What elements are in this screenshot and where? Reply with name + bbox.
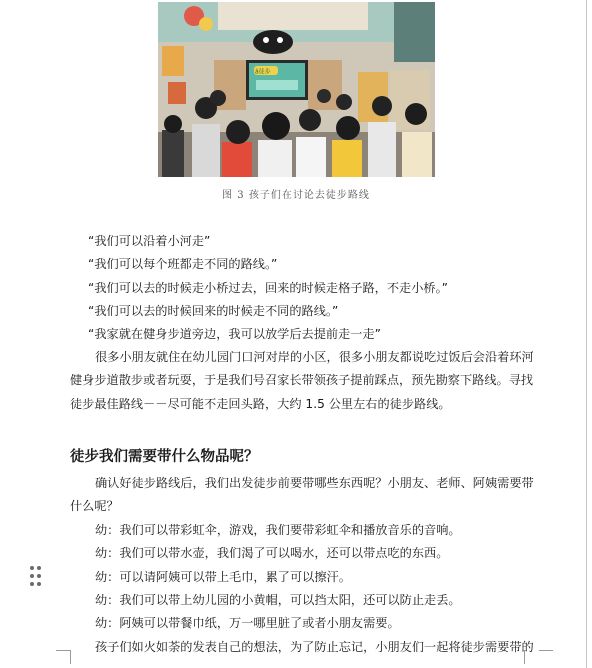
dialogue-line: 幼：我们可以带水壶，我们渴了可以喝水，还可以带点吃的东西。	[95, 546, 449, 561]
tv-screen-text: ǎ徒步	[255, 68, 271, 76]
quote-line: “我们可以去的时候走小桥过去，回来的时候走格子路，不走小桥。”	[88, 280, 448, 295]
page-edge	[586, 0, 587, 668]
section-heading: 徒步我们需要带什么物品呢？	[70, 449, 259, 465]
dialogue-line: 幼：阿姨可以带餐巾纸，万一哪里脏了或者小朋友需要。	[95, 616, 400, 631]
quote-line: “我们可以每个班都走不同的路线。”	[88, 257, 278, 272]
dialogue-list	[70, 519, 526, 635]
classroom-photo	[158, 2, 435, 177]
paragraph-line: 健身步道散步或者玩耍，于是我们号召家长带领孩子提前踩点，预先勘察下路线。寻找	[70, 373, 534, 388]
paragraph-line: 什么呢？	[70, 499, 119, 514]
paragraph	[70, 472, 534, 519]
figure-caption: 图 3 孩子们在讨论去徒步路线	[222, 190, 370, 201]
paragraph	[70, 636, 534, 659]
quote-line: “我们可以沿着小河走”	[88, 234, 211, 248]
paragraph	[70, 346, 534, 416]
quote-line: “我们可以去的时候回来的时候走不同的路线。”	[88, 303, 339, 318]
page-corner-mark	[56, 650, 71, 664]
quote-line: “我家就在健身步道旁边，我可以放学后去提前走一走”	[88, 327, 381, 342]
paragraph-line: 孩子们如火如荼的发表自己的想法，为了防止忘记，小朋友们一起将徒步需要带的	[95, 640, 534, 654]
dialogue-line: 幼：可以请阿姨可以带上毛巾，累了可以擦汗。	[95, 569, 351, 584]
quote-list	[70, 230, 526, 346]
dialogue-line: 幼：我们可以带彩虹伞，游戏，我们要带彩虹伞和播放音乐的音响。	[95, 523, 461, 537]
paragraph-line: 徒步最佳路线－－尽可能不走回头路，大约 1.5 公里左右的徒步路线。	[70, 396, 451, 411]
drag-handle-icon[interactable]	[30, 566, 42, 588]
paragraph-line: 确认好徒步路线后，我们出发徒步前要带哪些东西呢？小朋友、老师、阿姨需要带	[95, 476, 534, 490]
page-corner-mark	[524, 650, 539, 664]
dialogue-line: 幼：我们可以带上幼儿园的小黄帽，可以挡太阳，还可以防止走丢。	[95, 592, 461, 607]
paragraph-line: 很多小朋友就住在幼儿园门口河对岸的小区，很多小朋友都说吃过饭后会沿着环河	[95, 350, 534, 364]
